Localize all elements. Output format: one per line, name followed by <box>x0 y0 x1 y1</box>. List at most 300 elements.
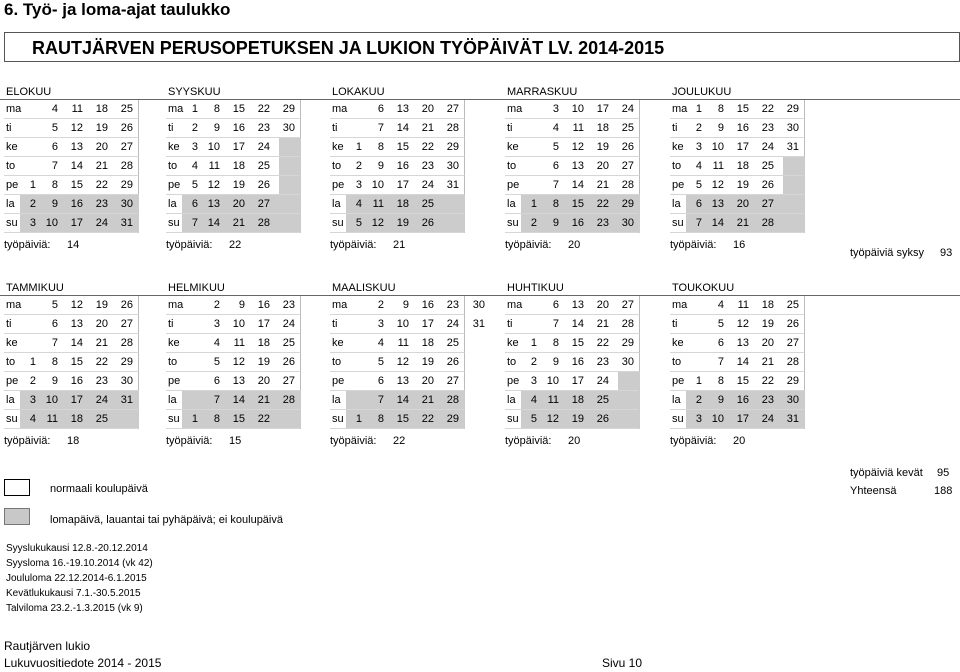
day-row-ma <box>670 100 805 119</box>
date-number: 24 <box>282 318 295 330</box>
date-number: 18 <box>571 394 584 406</box>
date-number: 14 <box>70 337 83 349</box>
workdays-value: 22 <box>393 435 406 447</box>
month-header-band <box>0 278 960 296</box>
day-row-su <box>330 214 465 233</box>
date-number: 1 <box>191 103 198 115</box>
date-number: 21 <box>232 217 245 229</box>
date-number: 20 <box>421 103 434 115</box>
weekday-label: ma <box>168 299 184 311</box>
day-row-to <box>166 157 301 176</box>
month-header-band <box>0 82 960 100</box>
workdays-value: 20 <box>568 239 581 251</box>
non-school-day-shade <box>279 138 301 156</box>
date-number: 22 <box>95 356 108 368</box>
date-number: 3 <box>552 103 559 115</box>
date-number: 27 <box>761 198 774 210</box>
date-number: 29 <box>786 375 799 387</box>
date-number: 2 <box>191 122 198 134</box>
date-number: 19 <box>761 318 774 330</box>
date-number: 23 <box>596 217 609 229</box>
weekday-label: su <box>507 217 519 229</box>
legend-holiday-text: lomapäivä, lauantai tai pyhäpäivä; ei koulupäivä <box>50 514 283 526</box>
date-number: 8 <box>552 337 559 349</box>
date-number: 28 <box>786 356 799 368</box>
date-number: 22 <box>596 337 609 349</box>
date-number: 21 <box>761 356 774 368</box>
day-row-la <box>330 391 465 410</box>
day-row-la <box>330 195 465 214</box>
date-number: 28 <box>120 160 133 172</box>
date-number: 20 <box>95 318 108 330</box>
date-number: 23 <box>596 356 609 368</box>
date-number: 25 <box>596 394 609 406</box>
day-row-ma <box>330 100 465 119</box>
date-number: 5 <box>552 141 559 153</box>
date-number: 29 <box>282 103 295 115</box>
month-workdays <box>4 239 80 251</box>
date-number: 25 <box>761 160 774 172</box>
weekday-label: ma <box>507 103 523 115</box>
date-number: 23 <box>95 198 108 210</box>
date-number: 28 <box>257 217 270 229</box>
day-row-ke <box>505 138 640 157</box>
day-row-pe <box>505 176 640 195</box>
date-number: 26 <box>761 179 774 191</box>
date-number: 22 <box>421 413 434 425</box>
date-number: 5 <box>695 179 702 191</box>
date-number: 3 <box>377 318 384 330</box>
date-number: 13 <box>711 198 724 210</box>
workdays-value: 18 <box>67 435 80 447</box>
day-row-la <box>670 391 805 410</box>
date-number: 1 <box>695 103 702 115</box>
date-number: 23 <box>257 122 270 134</box>
day-row-la <box>166 391 301 410</box>
day-row-ti <box>4 119 139 138</box>
workdays-value: 16 <box>733 239 746 251</box>
date-number: 11 <box>208 160 220 172</box>
date-number: 1 <box>29 356 36 368</box>
workdays-value: 15 <box>229 435 242 447</box>
date-number: 9 <box>552 217 559 229</box>
date-number: 3 <box>695 141 702 153</box>
date-number: 8 <box>377 141 384 153</box>
date-number: 20 <box>232 198 245 210</box>
date-number: 8 <box>717 375 724 387</box>
month-name: JOULUKUU <box>672 86 732 98</box>
day-row-su <box>670 214 805 233</box>
day-row-ke <box>330 138 465 157</box>
date-number: 3 <box>29 394 36 406</box>
weekday-label: pe <box>6 179 19 191</box>
date-number: 7 <box>552 318 559 330</box>
weekday-label: ma <box>6 299 22 311</box>
weekday-label: to <box>332 160 342 172</box>
date-number: 5 <box>191 179 198 191</box>
day-row-to <box>505 353 640 372</box>
month-workdays <box>505 435 581 447</box>
date-number: 12 <box>371 217 384 229</box>
date-number: 8 <box>377 413 384 425</box>
date-number: 29 <box>446 141 459 153</box>
date-number: 16 <box>232 122 245 134</box>
date-number: 15 <box>571 198 584 210</box>
date-number: 17 <box>70 217 83 229</box>
weekday-label: la <box>6 198 15 210</box>
footer-document: Lukuvuositiedote 2014 - 2015 <box>4 656 162 670</box>
day-row-la <box>166 195 301 214</box>
day-row-pe <box>330 176 465 195</box>
date-number: 25 <box>621 122 634 134</box>
date-number: 18 <box>396 198 409 210</box>
date-number: 17 <box>736 413 749 425</box>
month-workdays <box>330 239 406 251</box>
date-number: 16 <box>396 160 409 172</box>
weekday-label: su <box>672 217 684 229</box>
workdays-value: 20 <box>568 435 581 447</box>
workdays-label: työpäiviä: <box>166 435 213 447</box>
date-number: 14 <box>396 122 409 134</box>
date-number: 28 <box>621 179 634 191</box>
date-number: 25 <box>786 299 799 311</box>
date-number: 26 <box>282 356 295 368</box>
date-number: 10 <box>546 375 559 387</box>
date-number: 13 <box>207 198 220 210</box>
date-number: 20 <box>596 160 609 172</box>
date-number: 9 <box>51 375 58 387</box>
weekday-label: ti <box>507 122 513 134</box>
date-number: 4 <box>213 337 220 349</box>
date-number: 12 <box>396 356 409 368</box>
date-number: 16 <box>736 394 749 406</box>
date-number: 14 <box>207 217 220 229</box>
date-number: 19 <box>396 217 409 229</box>
date-number: 7 <box>51 160 58 172</box>
date-number: 20 <box>736 198 749 210</box>
date-number: 10 <box>371 179 384 191</box>
date-number: 14 <box>396 394 409 406</box>
date-number: 11 <box>712 160 724 172</box>
day-row-to <box>330 353 465 372</box>
weekday-label: ke <box>672 141 684 153</box>
total-workdays-value: 188 <box>934 485 953 497</box>
legend-normal-text: normaali koulupäivä <box>50 483 148 495</box>
date-number: 10 <box>711 413 724 425</box>
date-number: 6 <box>717 337 724 349</box>
weekday-label: ma <box>672 103 688 115</box>
date-number: 18 <box>70 413 83 425</box>
workdays-label: työpäiviä: <box>505 435 552 447</box>
weekday-label: to <box>507 356 517 368</box>
weekday-label: la <box>168 198 177 210</box>
date-number: 28 <box>120 337 133 349</box>
weekday-label: ke <box>507 141 519 153</box>
day-row-ti <box>670 315 805 334</box>
date-number: 6 <box>51 141 58 153</box>
day-row-ma <box>670 296 805 315</box>
day-row-ti <box>505 315 640 334</box>
weekday-label: su <box>507 413 519 425</box>
date-number: 2 <box>29 375 36 387</box>
date-number: 5 <box>355 217 362 229</box>
weekday-label: pe <box>672 179 685 191</box>
weekday-label: ke <box>332 141 344 153</box>
month-name: LOKAKUU <box>332 86 385 98</box>
date-number: 30 <box>786 394 799 406</box>
date-number: 29 <box>621 337 634 349</box>
date-number: 4 <box>377 337 384 349</box>
date-number: 24 <box>761 141 774 153</box>
date-number: 13 <box>571 160 584 172</box>
day-row-ke <box>4 138 139 157</box>
date-number: 19 <box>95 122 108 134</box>
date-number: 16 <box>257 299 270 311</box>
date-number: 14 <box>711 217 724 229</box>
date-number: 10 <box>711 141 724 153</box>
date-number: 21 <box>257 394 270 406</box>
date-number: 14 <box>232 394 245 406</box>
date-number: 30 <box>472 299 485 311</box>
workdays-label: työpäiviä: <box>670 435 717 447</box>
period-autumn-term: Syyslukukausi 12.8.-20.12.2014 <box>6 543 148 554</box>
autumn-workdays-value: 93 <box>940 247 953 259</box>
weekday-label: to <box>672 356 682 368</box>
workdays-value: 20 <box>733 435 746 447</box>
date-number: 25 <box>257 160 270 172</box>
date-number: 1 <box>355 141 362 153</box>
weekday-label: ma <box>507 299 523 311</box>
date-number: 24 <box>95 394 108 406</box>
weekday-label: pe <box>168 179 181 191</box>
day-row-su <box>505 410 640 429</box>
non-school-day-shade <box>279 176 301 194</box>
date-number: 24 <box>421 179 434 191</box>
date-number: 30 <box>282 122 295 134</box>
date-number: 5 <box>51 299 58 311</box>
date-number: 3 <box>530 375 537 387</box>
day-row-ke <box>670 334 805 353</box>
date-number: 9 <box>51 198 58 210</box>
date-number: 19 <box>257 356 270 368</box>
date-number: 25 <box>95 413 108 425</box>
date-number: 15 <box>70 356 83 368</box>
date-number: 21 <box>95 337 108 349</box>
date-number: 27 <box>621 299 634 311</box>
date-number: 26 <box>120 299 133 311</box>
day-row-su <box>166 410 301 429</box>
date-number: 7 <box>695 217 702 229</box>
date-number: 11 <box>397 337 409 349</box>
date-number: 23 <box>421 160 434 172</box>
weekday-label: la <box>507 394 516 406</box>
day-row-pe <box>4 372 139 391</box>
date-number: 24 <box>596 375 609 387</box>
weekday-label: ti <box>168 122 174 134</box>
date-number: 7 <box>377 122 384 134</box>
date-number: 1 <box>695 375 702 387</box>
month-workdays <box>166 239 242 251</box>
date-number: 2 <box>377 299 384 311</box>
non-school-day-shade <box>783 157 805 175</box>
day-row-ma <box>330 296 485 315</box>
weekday-label: ti <box>507 318 513 330</box>
date-number: 30 <box>786 122 799 134</box>
month-name: TOUKOKUU <box>672 282 735 294</box>
weekday-label: ke <box>168 141 180 153</box>
date-number: 5 <box>717 318 724 330</box>
date-number: 16 <box>70 375 83 387</box>
date-number: 26 <box>596 413 609 425</box>
date-number: 14 <box>70 160 83 172</box>
date-number: 21 <box>421 122 434 134</box>
date-number: 17 <box>736 141 749 153</box>
date-number: 2 <box>213 299 220 311</box>
date-number: 18 <box>257 337 270 349</box>
date-number: 10 <box>396 318 409 330</box>
day-row-la <box>670 195 805 214</box>
date-number: 3 <box>213 318 220 330</box>
date-number: 20 <box>95 141 108 153</box>
weekday-label: pe <box>332 179 345 191</box>
date-number: 11 <box>46 413 58 425</box>
date-number: 9 <box>717 394 724 406</box>
date-number: 19 <box>421 356 434 368</box>
date-number: 4 <box>695 160 702 172</box>
period-spring-term: Kevätlukukausi 7.1.-30.5.2015 <box>6 588 141 599</box>
date-number: 15 <box>70 179 83 191</box>
date-number: 30 <box>621 217 634 229</box>
weekday-label: su <box>168 413 180 425</box>
day-row-ke <box>4 334 139 353</box>
date-number: 2 <box>29 198 36 210</box>
date-number: 20 <box>596 299 609 311</box>
date-number: 12 <box>736 318 749 330</box>
date-number: 25 <box>282 337 295 349</box>
weekday-label: pe <box>507 375 520 387</box>
period-autumn-break: Syysloma 16.-19.10.2014 (vk 42) <box>6 558 153 569</box>
date-number: 9 <box>377 160 384 172</box>
date-number: 3 <box>29 217 36 229</box>
date-number: 12 <box>70 122 83 134</box>
day-row-la <box>505 391 640 410</box>
date-number: 19 <box>95 299 108 311</box>
date-number: 9 <box>213 122 220 134</box>
date-number: 28 <box>621 318 634 330</box>
date-number: 27 <box>621 160 634 172</box>
date-number: 26 <box>421 217 434 229</box>
document-title: RAUTJÄRVEN PERUSOPETUKSEN JA LUKION TYÖPÄIVÄT LV. 2014-2015 <box>32 38 665 58</box>
day-row-pe <box>330 372 465 391</box>
day-row-ma <box>166 296 301 315</box>
date-number: 30 <box>621 356 634 368</box>
date-number: 5 <box>213 356 220 368</box>
date-number: 6 <box>191 198 198 210</box>
date-number: 9 <box>238 299 245 311</box>
date-number: 20 <box>761 337 774 349</box>
date-number: 1 <box>530 337 537 349</box>
weekday-label: la <box>332 394 341 406</box>
date-number: 10 <box>45 394 58 406</box>
date-number: 27 <box>282 375 295 387</box>
date-number: 6 <box>695 198 702 210</box>
date-number: 18 <box>761 299 774 311</box>
day-row-la <box>4 195 139 214</box>
date-number: 24 <box>761 413 774 425</box>
weekday-label: to <box>672 160 682 172</box>
day-row-la <box>4 391 139 410</box>
weekday-label: pe <box>6 375 19 387</box>
date-number: 16 <box>571 217 584 229</box>
date-number: 7 <box>213 394 220 406</box>
day-row-ke <box>166 138 301 157</box>
day-row-ma <box>4 100 139 119</box>
date-number: 8 <box>213 413 220 425</box>
date-number: 22 <box>421 141 434 153</box>
date-number: 1 <box>530 198 537 210</box>
day-row-pe <box>670 176 805 195</box>
date-number: 10 <box>207 141 220 153</box>
date-number: 27 <box>446 103 459 115</box>
date-number: 15 <box>232 413 245 425</box>
weekday-label: ma <box>168 103 184 115</box>
weekday-label: ke <box>168 337 180 349</box>
weekday-label: ma <box>332 299 348 311</box>
date-number: 4 <box>191 160 198 172</box>
date-number: 4 <box>51 103 58 115</box>
total-workdays-label: Yhteensä <box>850 485 897 497</box>
date-number: 21 <box>95 160 108 172</box>
date-number: 24 <box>95 217 108 229</box>
date-number: 28 <box>282 394 295 406</box>
date-number: 1 <box>29 179 36 191</box>
workdays-label: työpäiviä: <box>4 435 51 447</box>
date-number: 13 <box>396 103 409 115</box>
date-number: 23 <box>761 122 774 134</box>
date-number: 27 <box>120 141 133 153</box>
day-row-ma <box>505 100 640 119</box>
date-number: 10 <box>232 318 245 330</box>
date-number: 2 <box>530 217 537 229</box>
footer-organization: Rautjärven lukio <box>4 639 91 653</box>
month-workdays <box>4 435 80 447</box>
date-number: 6 <box>377 375 384 387</box>
date-number: 8 <box>552 198 559 210</box>
date-number: 25 <box>446 337 459 349</box>
date-number: 31 <box>786 413 799 425</box>
date-number: 11 <box>71 103 83 115</box>
date-number: 29 <box>120 179 133 191</box>
date-number: 27 <box>446 375 459 387</box>
weekday-label: ke <box>332 337 344 349</box>
weekday-label: pe <box>332 375 345 387</box>
workdays-label: työpäiviä: <box>505 239 552 251</box>
day-row-ma <box>166 100 301 119</box>
date-number: 16 <box>571 356 584 368</box>
weekday-label: su <box>332 217 344 229</box>
weekday-label: su <box>6 217 18 229</box>
weekday-label: ti <box>6 122 12 134</box>
date-number: 14 <box>571 318 584 330</box>
weekday-label: ti <box>332 122 338 134</box>
weekday-label: to <box>168 160 178 172</box>
date-number: 19 <box>232 179 245 191</box>
legend-holiday-swatch <box>4 508 30 525</box>
date-number: 8 <box>51 356 58 368</box>
date-number: 7 <box>51 337 58 349</box>
day-row-pe <box>505 372 640 391</box>
date-number: 15 <box>571 337 584 349</box>
